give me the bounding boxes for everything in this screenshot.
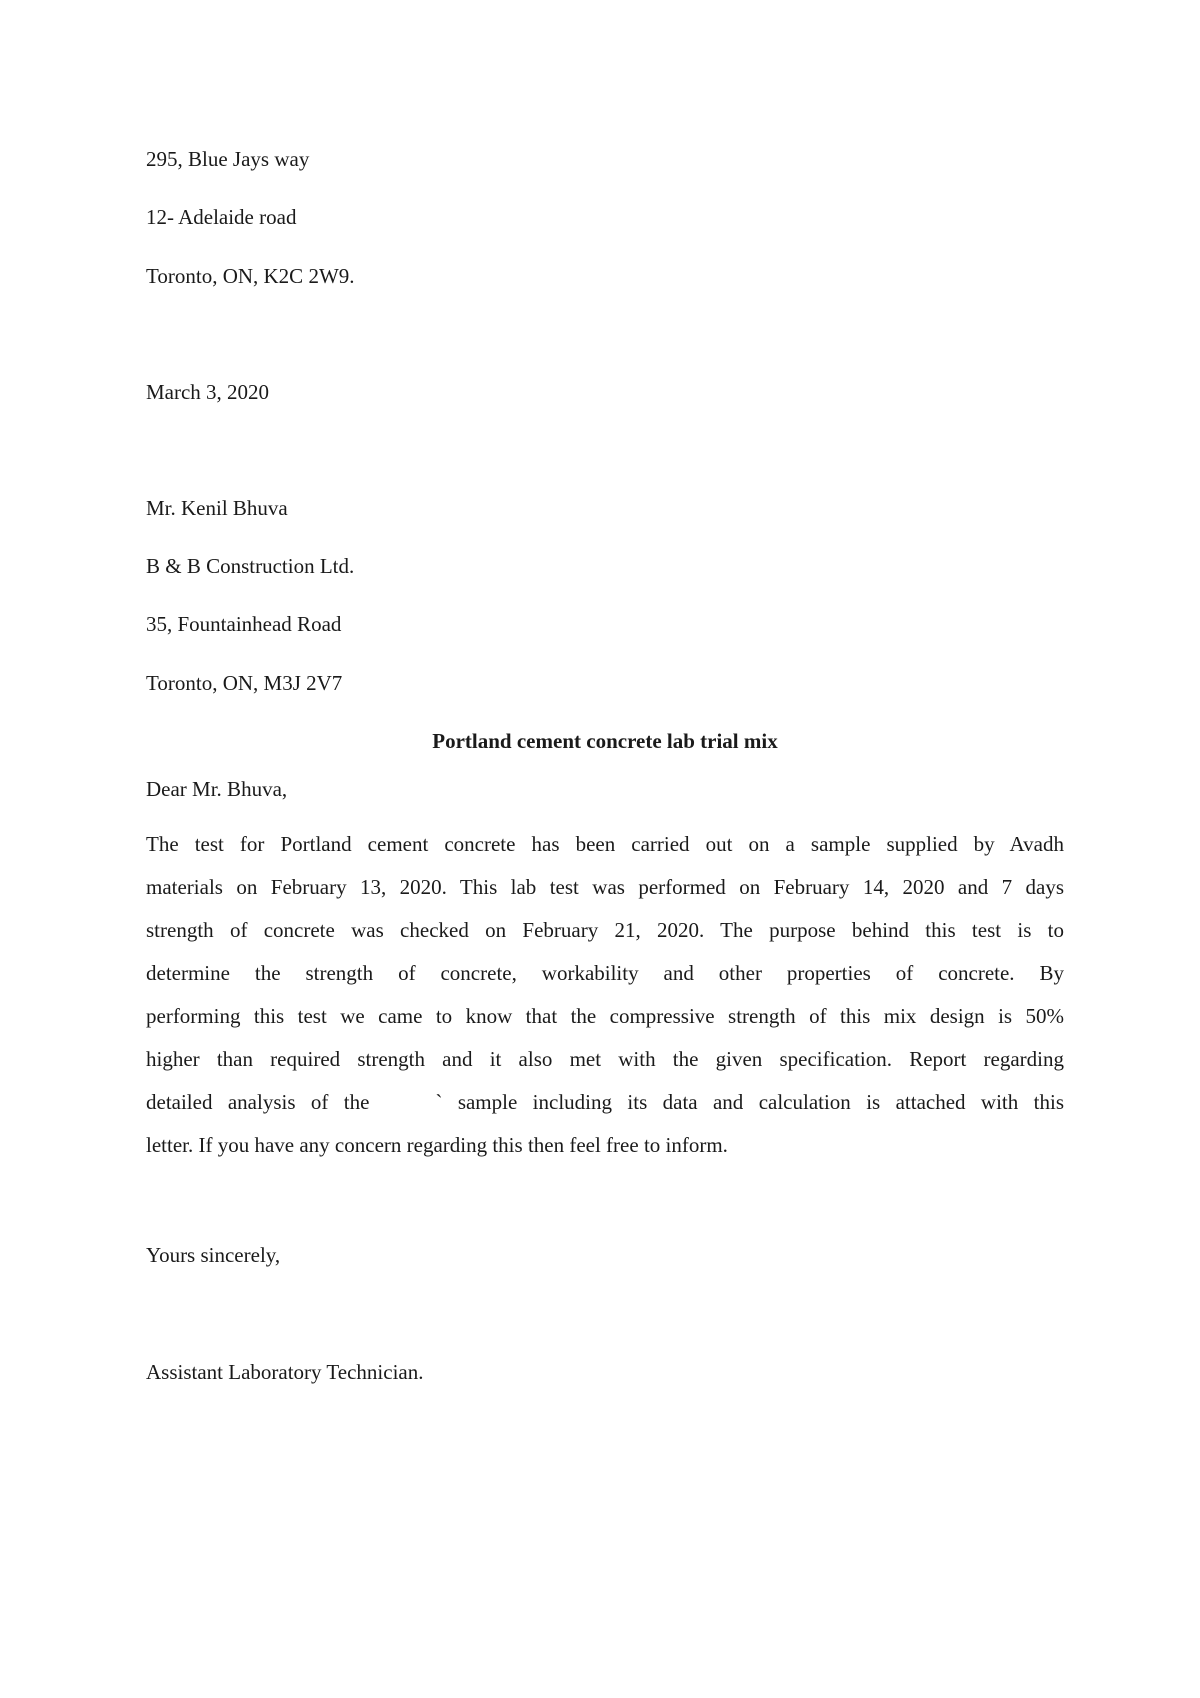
recipient-company: B & B Construction Ltd. — [146, 554, 355, 578]
sender-address-line-1: 295, Blue Jays way — [146, 147, 310, 171]
letter-body — [146, 832, 1064, 1176]
recipient-street: 35, Fountainhead Road — [146, 612, 342, 636]
body-line-2: materials on February 13, 2020. This lab test was performed on February 14, 2020 and 7 days — [146, 875, 1064, 899]
closing: Yours sincerely, — [146, 1243, 281, 1267]
recipient-name: Mr. Kenil Bhuva — [146, 496, 288, 520]
body-line-1: The test for Portland cement concrete has been carried out on a sample supplied by Avadh — [146, 832, 1064, 856]
body-line-3: strength of concrete was checked on February 21, 2020. The purpose behind this test is to — [146, 918, 1064, 942]
salutation: Dear Mr. Bhuva, — [146, 777, 288, 801]
letter-date: March 3, 2020 — [146, 380, 270, 404]
sender-address-line-2: 12- Adelaide road — [146, 205, 297, 229]
body-line-7 — [146, 1090, 1064, 1133]
body-line-5: performing this test we came to know that the compressive strength of this mix design is 50% — [146, 1004, 1064, 1028]
body-line-6: higher than required strength and it also met with the given specification. Report regarding — [146, 1047, 1064, 1071]
body-line-7-end: ` sample including its data and calculation is attached with this — [435, 1090, 1064, 1114]
body-line-4: determine the strength of concrete, workability and other properties of concrete. By — [146, 961, 1064, 985]
signature-title: Assistant Laboratory Technician. — [146, 1360, 424, 1384]
body-line-7-start: detailed analysis of the — [146, 1090, 370, 1114]
letter-subject: Portland cement concrete lab trial mix — [432, 729, 778, 753]
recipient-city: Toronto, ON, M3J 2V7 — [146, 671, 343, 695]
sender-address-line-3: Toronto, ON, K2C 2W9. — [146, 264, 355, 288]
body-line-8: letter. If you have any concern regarding this then feel free to inform. — [146, 1133, 728, 1157]
